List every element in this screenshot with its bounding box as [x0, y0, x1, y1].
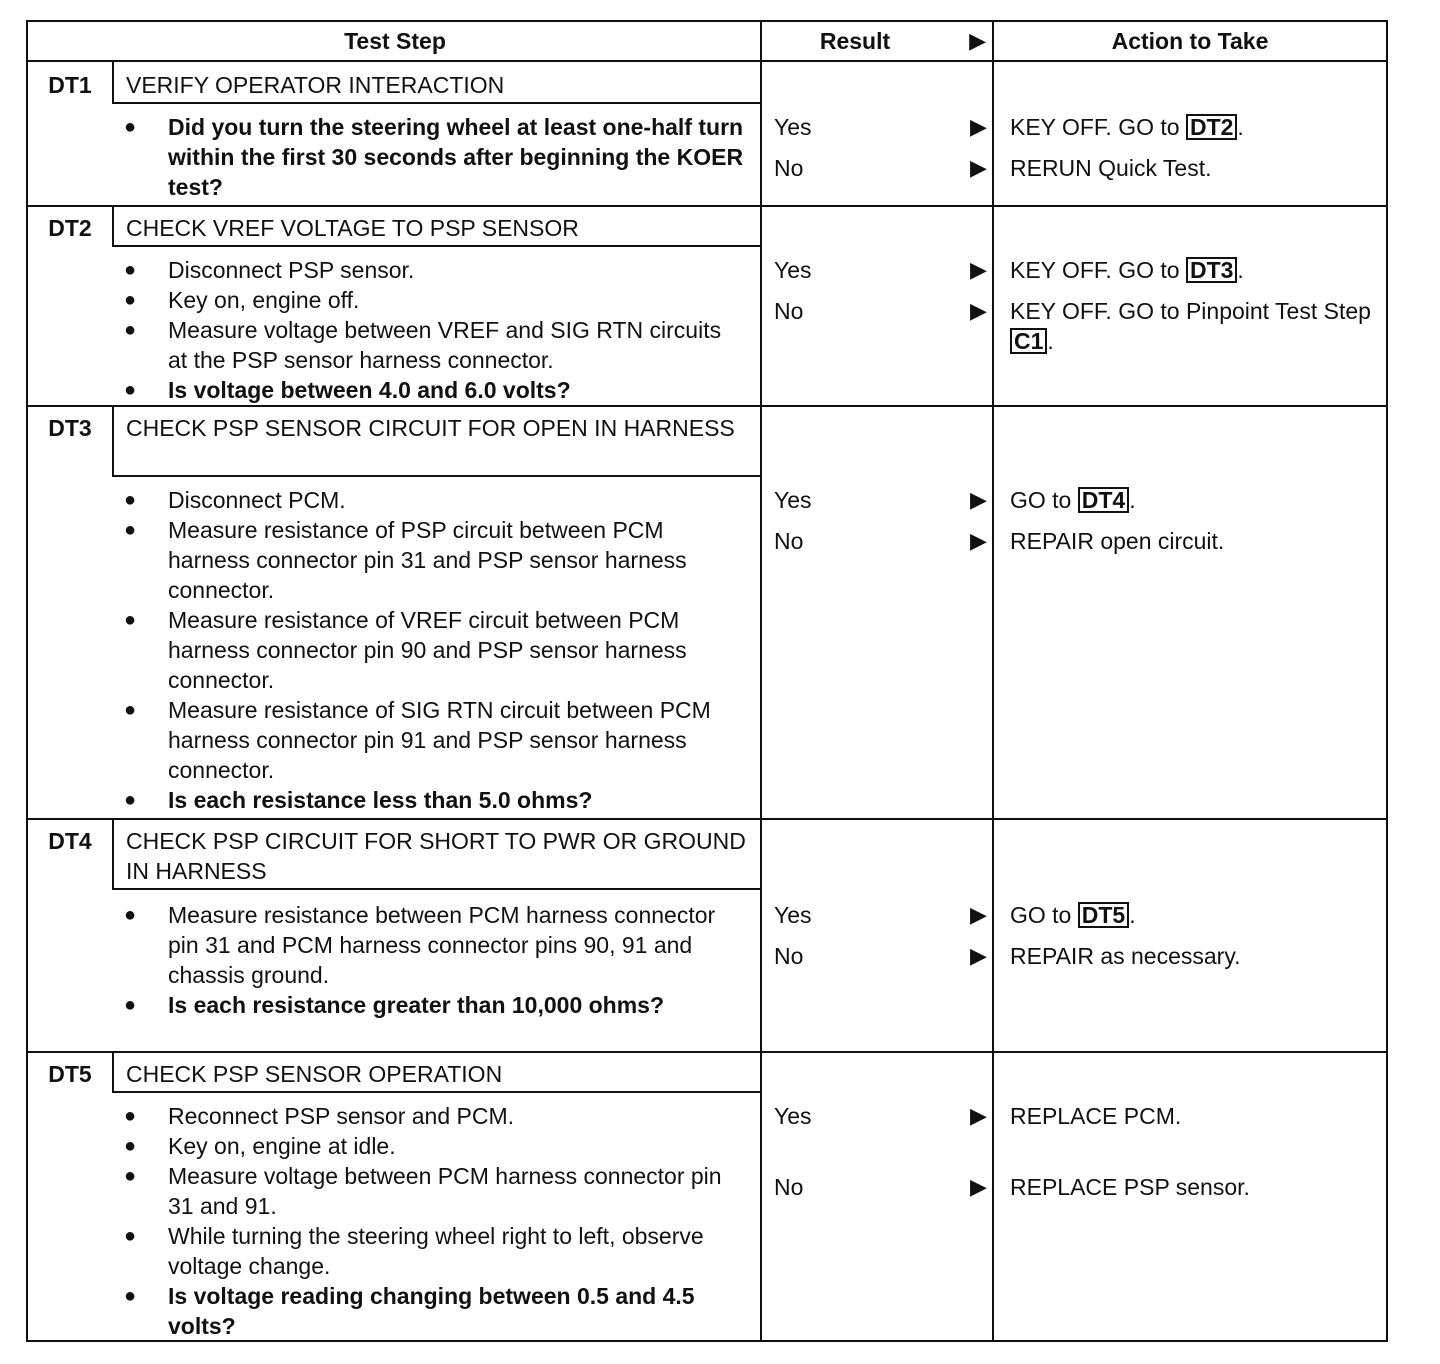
action-text: GO to — [1010, 487, 1078, 513]
step-reference-link[interactable]: DT3 — [1186, 257, 1237, 283]
result-yes: Yes — [774, 902, 812, 928]
result-yes: Yes — [774, 1103, 812, 1129]
action-text-end: . — [1237, 114, 1244, 140]
action-text: REPLACE PCM. — [1010, 1103, 1182, 1129]
step-reference-link[interactable]: DT4 — [1078, 487, 1129, 513]
header-test-step: Test Step — [28, 22, 762, 62]
step-code: DT4 — [48, 828, 92, 854]
instruction-item: ● Is each resistance greater than 10,000 ohms? — [124, 990, 744, 1020]
step-instructions — [124, 1101, 744, 1341]
instruction-item: ● Reconnect PSP sensor and PCM. — [124, 1101, 744, 1131]
result-arrow-icon: ▶ — [970, 257, 987, 282]
instruction-item: ● Is each resistance less than 5.0 ohms? — [124, 785, 744, 815]
action-yes — [1010, 255, 1380, 285]
action-yes — [1010, 900, 1380, 930]
step-code: DT3 — [48, 415, 92, 441]
action-text: REPAIR as necessary. — [1010, 943, 1241, 969]
action-text: KEY OFF. GO to — [1010, 114, 1186, 140]
step-title: CHECK PSP CIRCUIT FOR SHORT TO PWR OR GROUND IN HARNESS — [112, 818, 760, 890]
action-text: REPAIR open circuit. — [1010, 528, 1225, 554]
result-yes: Yes — [774, 114, 812, 140]
header-result — [762, 22, 994, 62]
result-arrow-icon: ▶ — [970, 155, 987, 180]
result-no: No — [774, 298, 804, 324]
step-instructions — [124, 112, 744, 202]
action-text-end: . — [1047, 328, 1054, 354]
test-procedure-table — [26, 20, 1388, 1342]
instruction-item: ● Measure resistance of PSP circuit between PCM harness connector pin 31 and PSP sensor harness connector. — [124, 515, 744, 605]
section-dt1 — [28, 62, 1386, 207]
section-dt4 — [28, 818, 1386, 1053]
step-code: DT2 — [48, 215, 92, 241]
step-reference-link[interactable]: DT5 — [1078, 902, 1129, 928]
action-yes — [1010, 485, 1380, 515]
instruction-item: ● Disconnect PCM. — [124, 485, 744, 515]
step-reference-link[interactable]: DT2 — [1186, 114, 1237, 140]
result-yes: Yes — [774, 257, 812, 283]
section-dt3 — [28, 405, 1386, 820]
result-arrow-icon: ▶ — [970, 114, 987, 139]
section-dt5 — [28, 1051, 1386, 1344]
action-no — [1010, 941, 1380, 971]
step-code: DT1 — [48, 72, 92, 98]
instruction-item: ● While turning the steering wheel right to left, observe voltage change. — [124, 1221, 744, 1281]
action-no — [1010, 1172, 1380, 1202]
instruction-item: ● Measure resistance between PCM harness connector pin 31 and PCM harness connector pins 90, 91 and chassis ground. — [124, 900, 744, 990]
instruction-item: ● Measure resistance of SIG RTN circuit between PCM harness connector pin 91 and PSP sensor harness connector. — [124, 695, 744, 785]
instruction-item: ● Measure voltage between PCM harness connector pin 31 and 91. — [124, 1161, 744, 1221]
instruction-item: ● Disconnect PSP sensor. — [124, 255, 744, 285]
header-result-arrow-icon: ▶ — [969, 28, 986, 53]
action-text-end: . — [1129, 487, 1136, 513]
header-result-label: Result — [819, 27, 891, 54]
result-arrow-icon: ▶ — [970, 298, 987, 323]
step-instructions — [124, 485, 744, 815]
action-text: GO to — [1010, 902, 1078, 928]
instruction-item: ● Is voltage reading changing between 0.5 and 4.5 volts? — [124, 1281, 744, 1341]
result-arrow-icon: ▶ — [970, 528, 987, 553]
action-no — [1010, 296, 1380, 356]
result-arrow-icon: ▶ — [970, 1174, 987, 1199]
step-title: CHECK VREF VOLTAGE TO PSP SENSOR — [112, 205, 760, 247]
action-no — [1010, 526, 1380, 556]
instruction-item: ● Measure voltage between VREF and SIG RTN circuits at the PSP sensor harness connector. — [124, 315, 744, 375]
step-code: DT5 — [48, 1061, 92, 1087]
action-text-end: . — [1129, 902, 1136, 928]
result-no: No — [774, 528, 804, 554]
action-text: RERUN Quick Test. — [1010, 155, 1212, 181]
header-action: Action to Take — [994, 22, 1386, 62]
step-reference-link[interactable]: C1 — [1010, 328, 1047, 354]
step-title: CHECK PSP SENSOR CIRCUIT FOR OPEN IN HARNESS — [112, 405, 760, 477]
step-title: CHECK PSP SENSOR OPERATION — [112, 1051, 760, 1093]
action-yes — [1010, 1101, 1380, 1131]
result-yes: Yes — [774, 487, 812, 513]
action-text: KEY OFF. GO to Pinpoint Test Step — [1010, 298, 1371, 324]
result-arrow-icon: ▶ — [970, 943, 987, 968]
result-arrow-icon: ▶ — [970, 902, 987, 927]
result-no: No — [774, 943, 804, 969]
step-instructions — [124, 255, 744, 405]
result-no: No — [774, 155, 804, 181]
action-no — [1010, 153, 1380, 183]
result-arrow-icon: ▶ — [970, 487, 987, 512]
step-title: VERIFY OPERATOR INTERACTION — [112, 62, 760, 104]
step-instructions — [124, 900, 744, 1020]
action-text: REPLACE PSP sensor. — [1010, 1174, 1250, 1200]
instruction-item: ● Key on, engine at idle. — [124, 1131, 744, 1161]
section-dt2 — [28, 205, 1386, 407]
action-yes — [1010, 112, 1380, 142]
instruction-item: ● Did you turn the steering wheel at least one-half turn within the first 30 seconds after beginning the KOER test? — [124, 112, 744, 202]
instruction-item: ● Key on, engine off. — [124, 285, 744, 315]
instruction-item: ● Measure resistance of VREF circuit between PCM harness connector pin 90 and PSP sensor harness connector. — [124, 605, 744, 695]
action-text: KEY OFF. GO to — [1010, 257, 1186, 283]
instruction-item: ● Is voltage between 4.0 and 6.0 volts? — [124, 375, 744, 405]
action-text-end: . — [1237, 257, 1244, 283]
result-arrow-icon: ▶ — [970, 1103, 987, 1128]
result-no: No — [774, 1174, 804, 1200]
